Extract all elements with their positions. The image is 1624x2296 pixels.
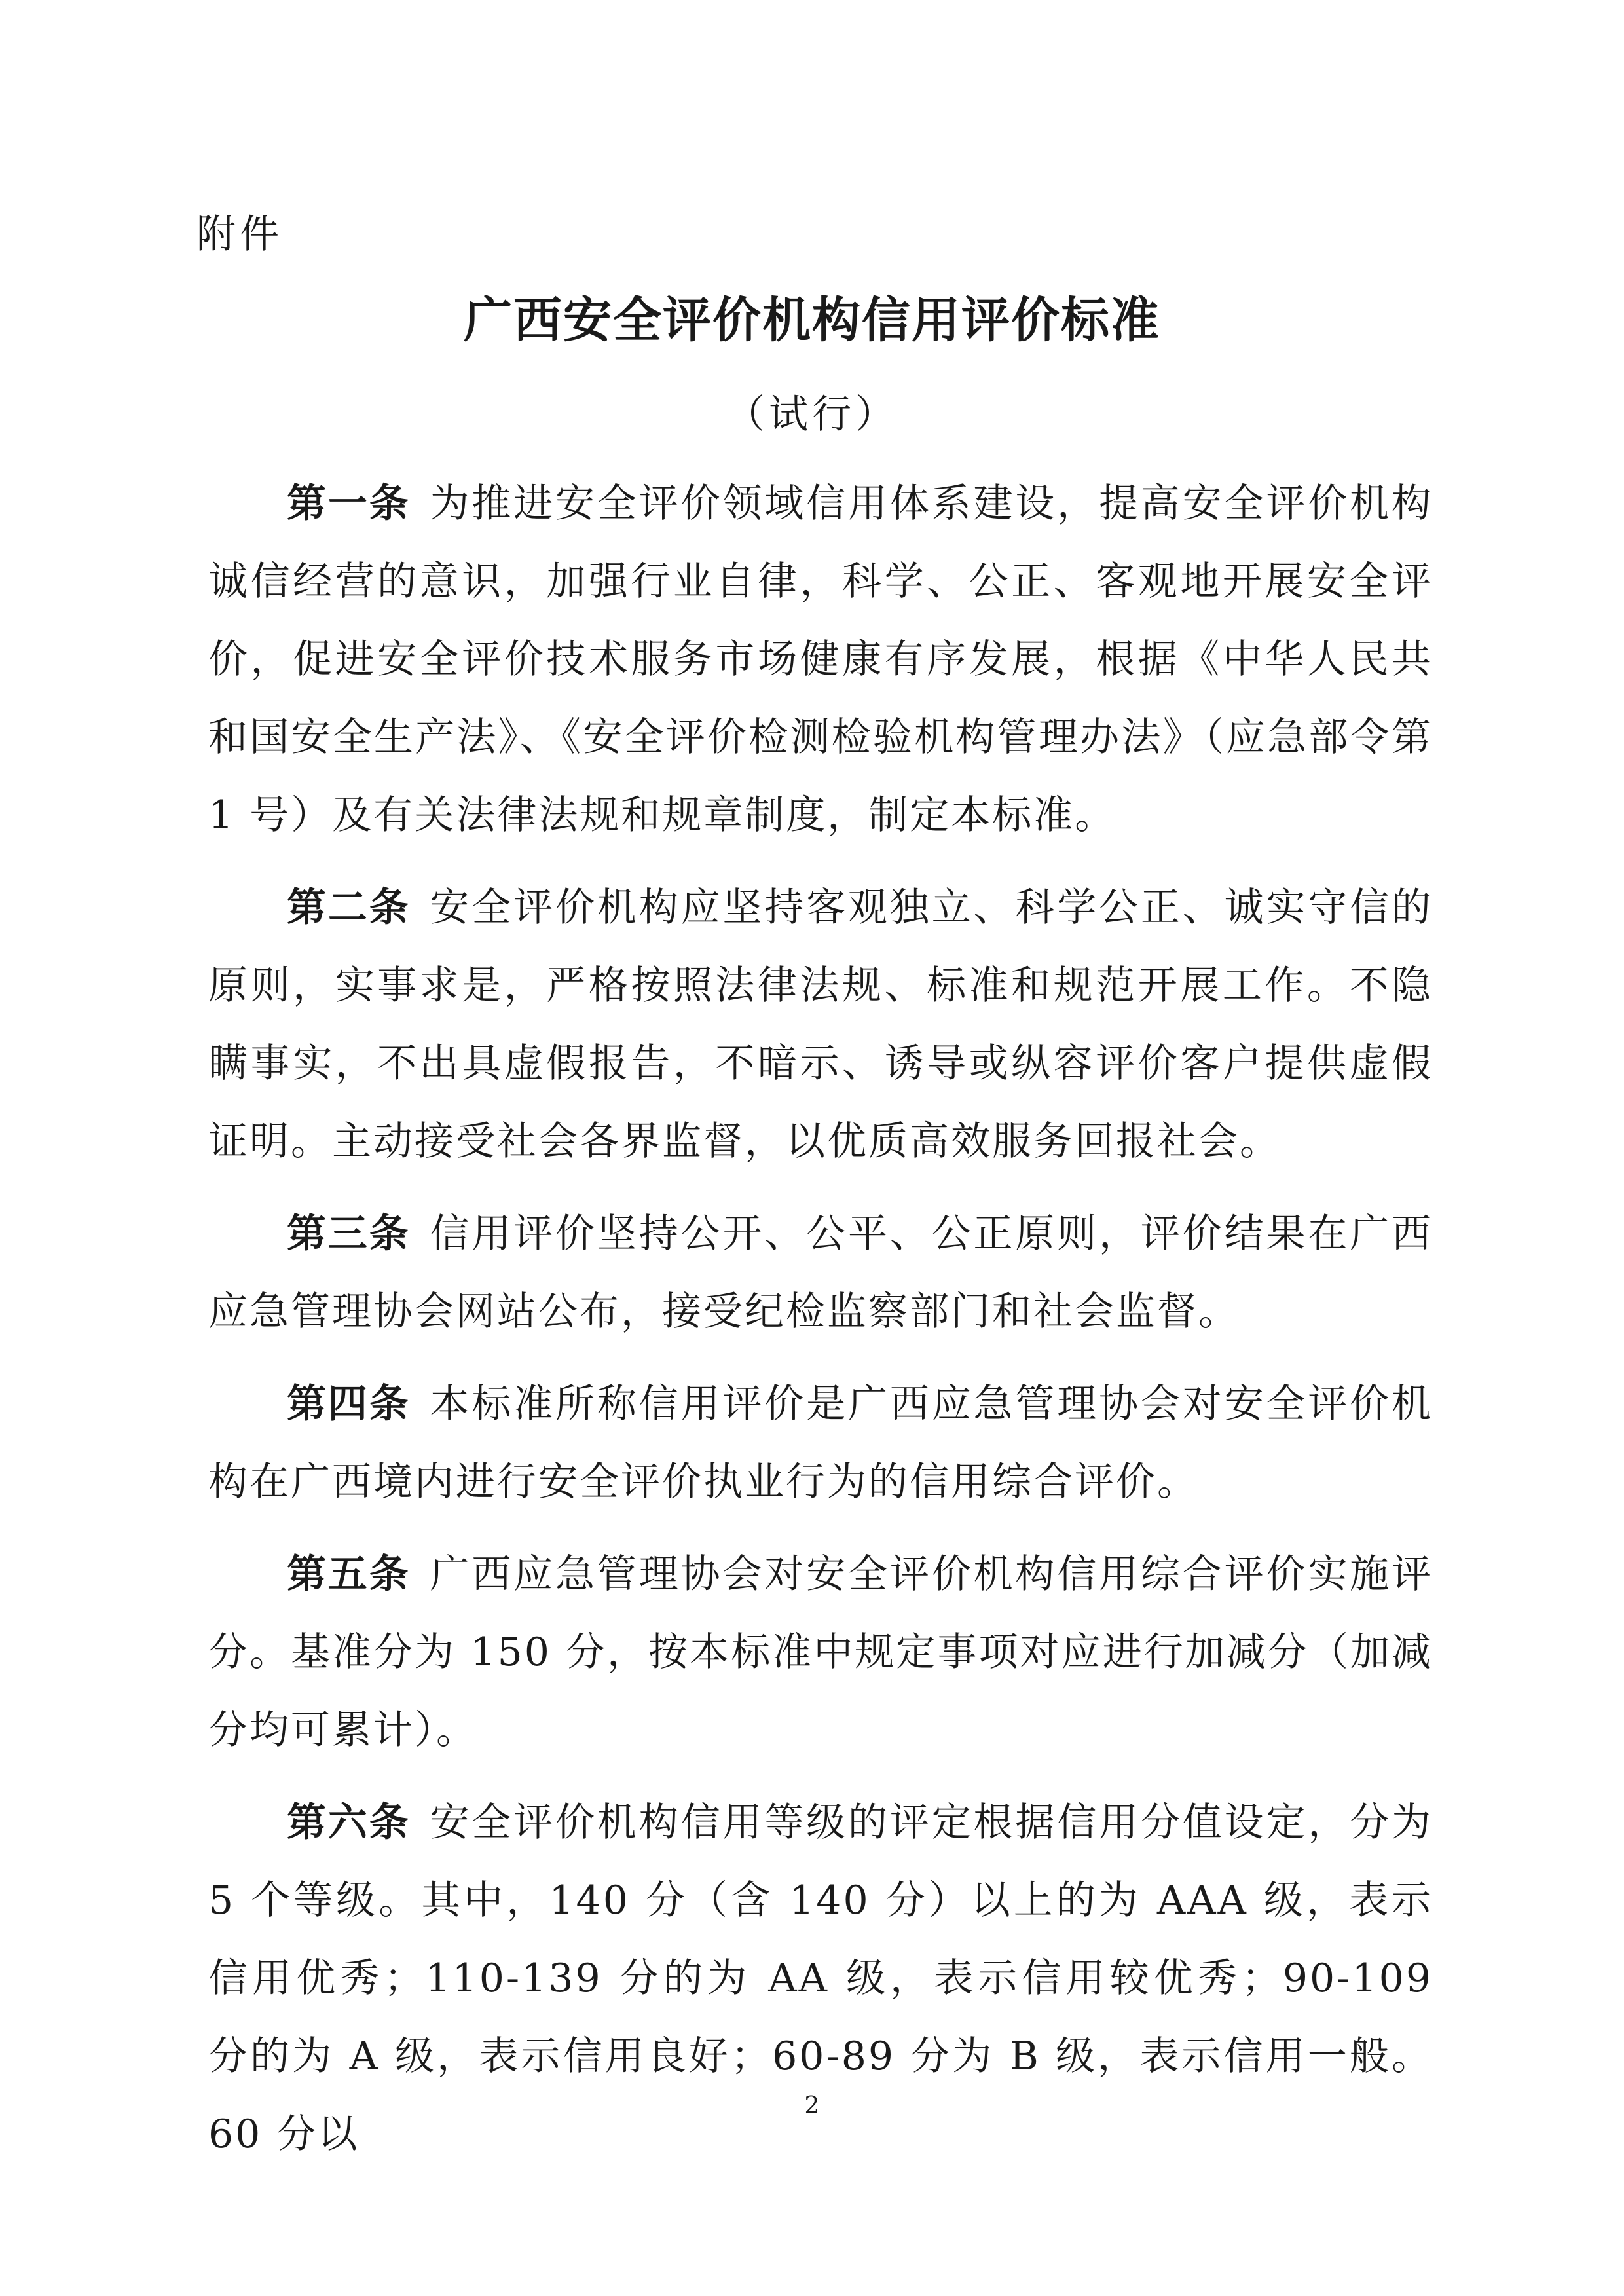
- article-3: [208, 1195, 1433, 1351]
- article-text: 信用评价坚持公开、公平、公正原则，评价结果在广西应急管理协会网站公布，接受纪检监察部门和社会监督。: [208, 1211, 1433, 1335]
- article-text: 安全评价机构信用等级的评定根据信用分值设定，分为 5 个等级。其中，140 分（含 140 分）以上的为 AAA 级，表示信用优秀；110-139 分的为 AA 级，表示信用较优秀；90-109 分的为 A 级，表示信用良好；60-89 分为 B 级，表示信用一般。60 分以: [208, 1800, 1433, 2157]
- attachment-label: 附件: [196, 212, 283, 257]
- article-number: 第一条: [287, 481, 411, 527]
- article-number: 第三条: [287, 1211, 411, 1257]
- article-5: [208, 1536, 1433, 1769]
- document-body: [208, 465, 1433, 2188]
- document-subtitle: （试行）: [726, 392, 898, 437]
- article-number: 第二条: [287, 885, 411, 931]
- document-title: 广西安全评价机构信用评价标准: [464, 292, 1160, 348]
- article-text: 安全评价机构应坚持客观独立、科学公正、诚实守信的原则，实事求是，严格按照法律法规、标准和规范开展工作。不隐瞒事实，不出具虚假报告，不暗示、诱导或纵容评价客户提供虚假证明。主动接受社会各界监督，以优质高效服务回报社会。: [208, 885, 1433, 1164]
- article-text: 本标准所称信用评价是广西应急管理协会对安全评价机构在广西境内进行安全评价执业行为的信用综合评价。: [208, 1381, 1433, 1505]
- article-number: 第四条: [287, 1381, 411, 1427]
- article-4: [208, 1365, 1433, 1521]
- article-2: [208, 869, 1433, 1181]
- article-text: 为推进安全评价领域信用体系建设，提高安全评价机构诚信经营的意识，加强行业自律，科学、公正、客观地开展安全评价，促进安全评价技术服务市场健康有序发展，根据《中华人民共和国安全生产法》、《安全评价检测检验机构管理办法》（应急部令第 1 号）及有关法律法规和规章制度，制定本标准。: [208, 481, 1433, 838]
- article-number: 第五条: [287, 1551, 411, 1597]
- page-number: 2: [804, 2092, 820, 2119]
- article-number: 第六条: [287, 1800, 411, 1845]
- article-text: 广西应急管理协会对安全评价机构信用综合评价实施评分。基准分为 150 分，按本标准中规定事项对应进行加减分（加减分均可累计）。: [208, 1551, 1433, 1753]
- article-1: [208, 465, 1433, 855]
